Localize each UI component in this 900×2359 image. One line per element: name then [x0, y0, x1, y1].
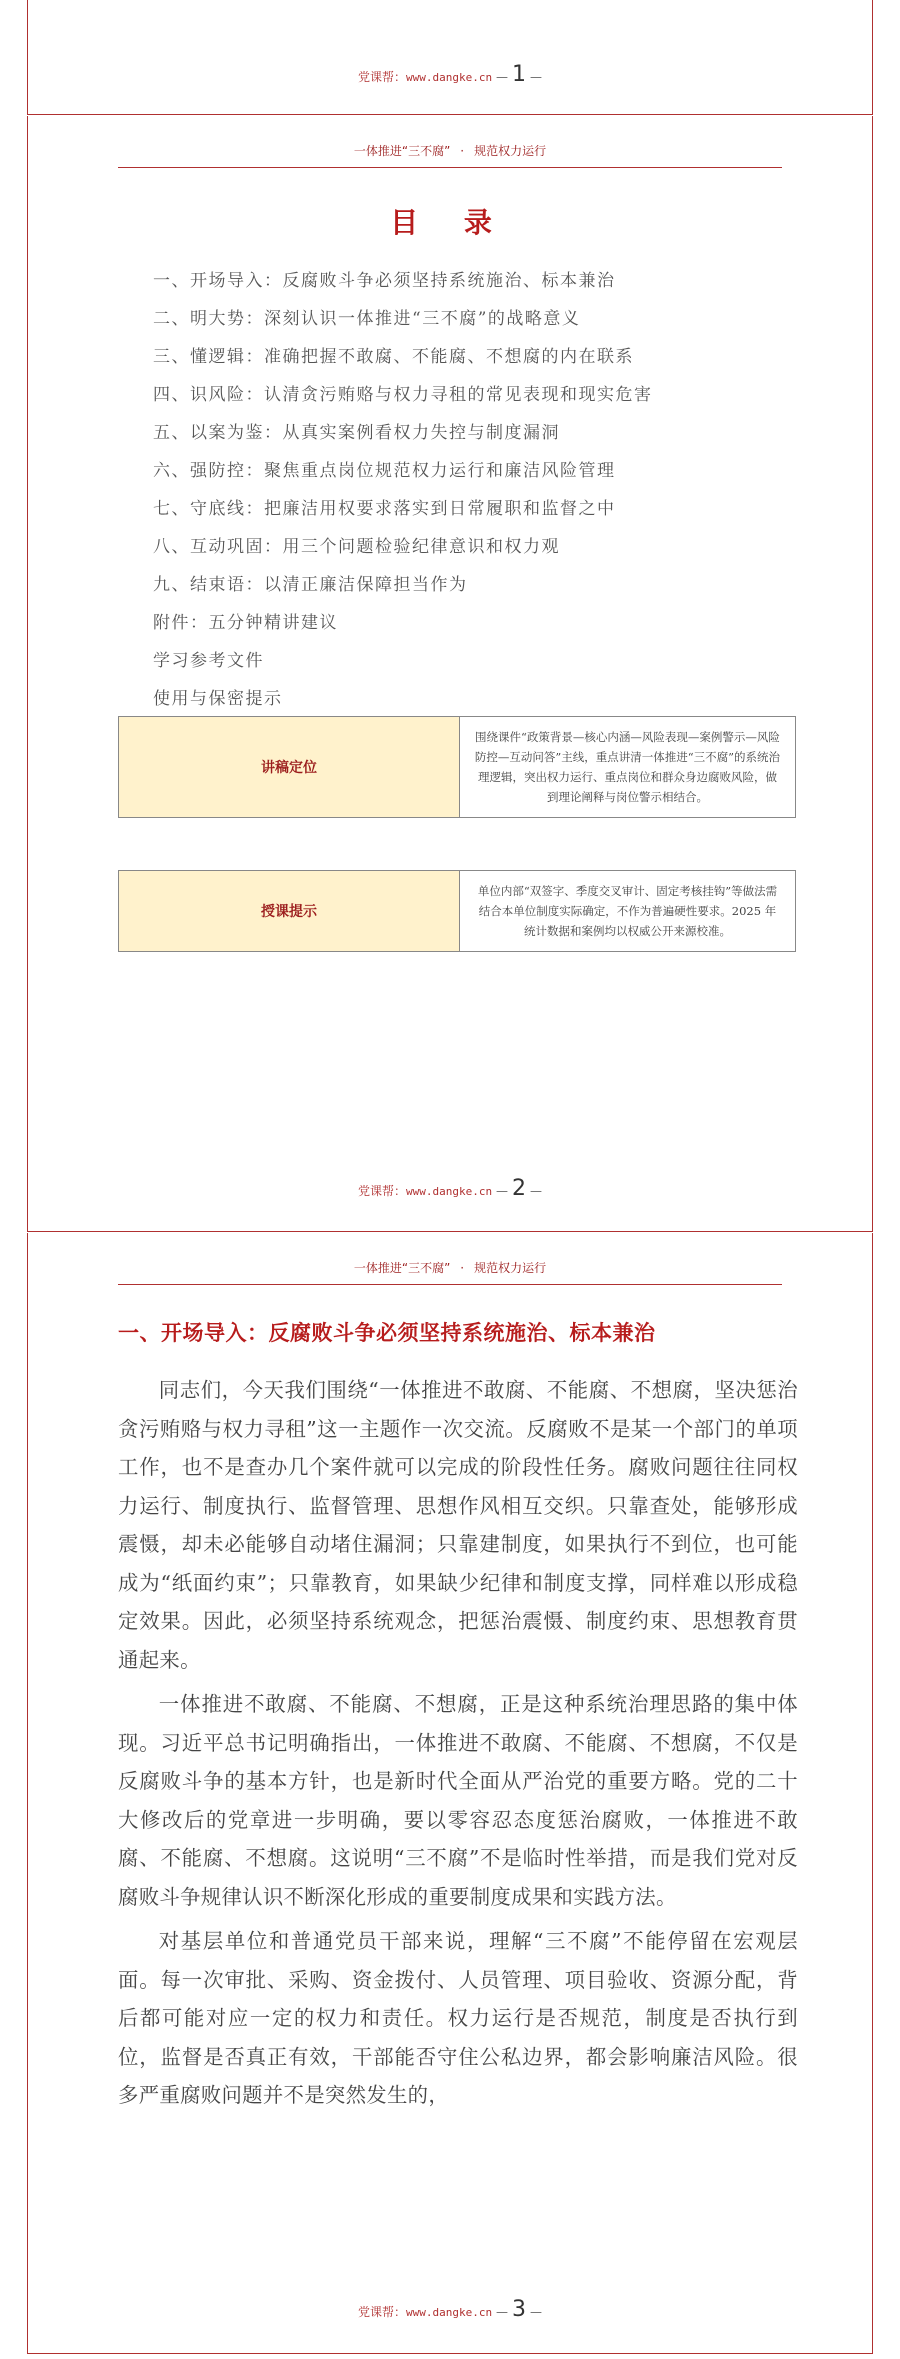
toc-item[interactable]: 四、识风险：认清贪污贿赂与权力寻租的常见表现和现实危害 — [153, 385, 653, 405]
info-box-lecture-positioning — [118, 716, 796, 818]
header-separator: · — [460, 144, 465, 158]
footer-url[interactable]: www.dangke.cn — [406, 2306, 493, 2319]
info-box-text: 围绕课件“政策背景—核心内涵—风险表现—案例警示—风险防控—互动问答”主线，重点讲清一体推进“三不腐”的系统治理逻辑，突出权力运行、重点岗位和群众身边腐败风险，做到理论阐释与岗位警示相结合。 — [474, 730, 781, 804]
toc-item[interactable]: 七、守底线：把廉洁用权要求落实到日常履职和监督之中 — [153, 499, 616, 519]
toc-item[interactable]: 附件：五分钟精讲建议 — [153, 613, 338, 633]
paragraph: 对基层单位和普通党员干部来说，理解“三不腐”不能停留在宏观层面。每一次审批、采购、资金拨付、人员管理、项目验收、资源分配，背后都可能对应一定的权力和责任。权力运行是否规范，制度是否执行到位，监督是否真正有效，干部能否守住公私边界，都会影响廉洁风险。很多严重腐败问题并不是突然发生的， — [118, 1929, 798, 2107]
header-left: 一体推进“三不腐” — [353, 144, 451, 158]
page-footer: 党课帮：www.dangke.cn — 2 — — [358, 1176, 542, 1201]
toc-item[interactable]: 五、以案为鉴：从真实案例看权力失控与制度漏洞 — [153, 423, 560, 443]
page-3 — [27, 1233, 873, 2354]
info-box-label: 讲稿定位 — [119, 717, 460, 817]
header-right: 规范权力运行 — [474, 1261, 547, 1275]
toc-item[interactable]: 学习参考文件 — [153, 651, 264, 671]
toc-list — [153, 262, 653, 718]
toc-item[interactable]: 使用与保密提示 — [153, 689, 283, 709]
toc-item[interactable]: 一、开场导入：反腐败斗争必须坚持系统施治、标本兼治 — [153, 271, 616, 291]
page-footer: 党课帮：www.dangke.cn — 1 — — [358, 62, 542, 87]
page-footer: 党课帮：www.dangke.cn — 3 — — [358, 2297, 542, 2322]
page-header — [118, 142, 782, 168]
info-box-label: 授课提示 — [119, 871, 460, 951]
info-box-teaching-tips — [118, 870, 796, 952]
footer-url[interactable]: www.dangke.cn — [406, 1185, 493, 1198]
page-1 — [27, 0, 873, 115]
section-title: 一、开场导入：反腐败斗争必须坚持系统施治、标本兼治 — [118, 1321, 656, 1345]
footer-site: 党课帮： — [358, 70, 407, 84]
page-number: 2 — [511, 1176, 526, 1201]
toc-item[interactable]: 六、强防控：聚焦重点岗位规范权力运行和廉洁风险管理 — [153, 461, 616, 481]
toc-item[interactable]: 八、互动巩固：用三个问题检验纪律意识和权力观 — [153, 537, 560, 557]
header-separator: · — [460, 1261, 465, 1275]
header-right: 规范权力运行 — [474, 144, 547, 158]
footer-url[interactable]: www.dangke.cn — [406, 71, 493, 84]
toc-item[interactable]: 三、懂逻辑：准确把握不敢腐、不能腐、不想腐的内在联系 — [153, 347, 634, 367]
header-left: 一体推进“三不腐” — [353, 1261, 451, 1275]
info-box-text: 单位内部“双签字、季度交叉审计、固定考核挂钩”等做法需结合本单位制度实际确定，不作为普遍硬性要求。2025 年统计数据和案例均以权威公开来源校准。 — [477, 884, 778, 938]
toc-item[interactable]: 二、明大势：深刻认识一体推进“三不腐”的战略意义 — [153, 309, 581, 329]
page-header — [118, 1259, 782, 1285]
page-number: 1 — [511, 62, 526, 87]
paragraph: 一体推进不敢腐、不能腐、不想腐，正是这种系统治理思路的集中体现。习近平总书记明确指出，一体推进不敢腐、不能腐、不想腐，不仅是反腐败斗争的基本方针，也是新时代全面从严治党的重要方略。党的二十大修改后的党章进一步明确，要以零容忍态度惩治腐败，一体推进不敢腐、不能腐、不想腐。这说明“三不腐”不是临时性举措，而是我们党对反腐败斗争规律认识不断深化形成的重要制度成果和实践方法。 — [118, 1692, 798, 1909]
footer-site: 党课帮： — [358, 1184, 407, 1198]
toc-item[interactable]: 九、结束语：以清正廉洁保障担当作为 — [153, 575, 468, 595]
page-number: 3 — [511, 2297, 526, 2322]
footer-site: 党课帮： — [358, 2305, 407, 2319]
page-2 — [27, 116, 873, 1232]
toc-title: 目 录 — [390, 206, 510, 239]
paragraph: 同志们，今天我们围绕“一体推进不敢腐、不能腐、不想腐，坚决惩治贪污贿赂与权力寻租”这一主题作一次交流。反腐败不是某一个部门的单项工作，也不是查办几个案件就可以完成的阶段性任务。腐败问题往往同权力运行、制度执行、监督管理、思想作风相互交织。只靠查处，能够形成震慑，却未必能够自动堵住漏洞；只靠建制度，如果执行不到位，也可能成为“纸面约束”；只靠教育，如果缺少纪律和制度支撑，同样难以形成稳定效果。因此，必须坚持系统观念，把惩治震慑、制度约束、思想教育贯通起来。 — [118, 1378, 798, 1672]
body-text — [118, 1371, 798, 2121]
